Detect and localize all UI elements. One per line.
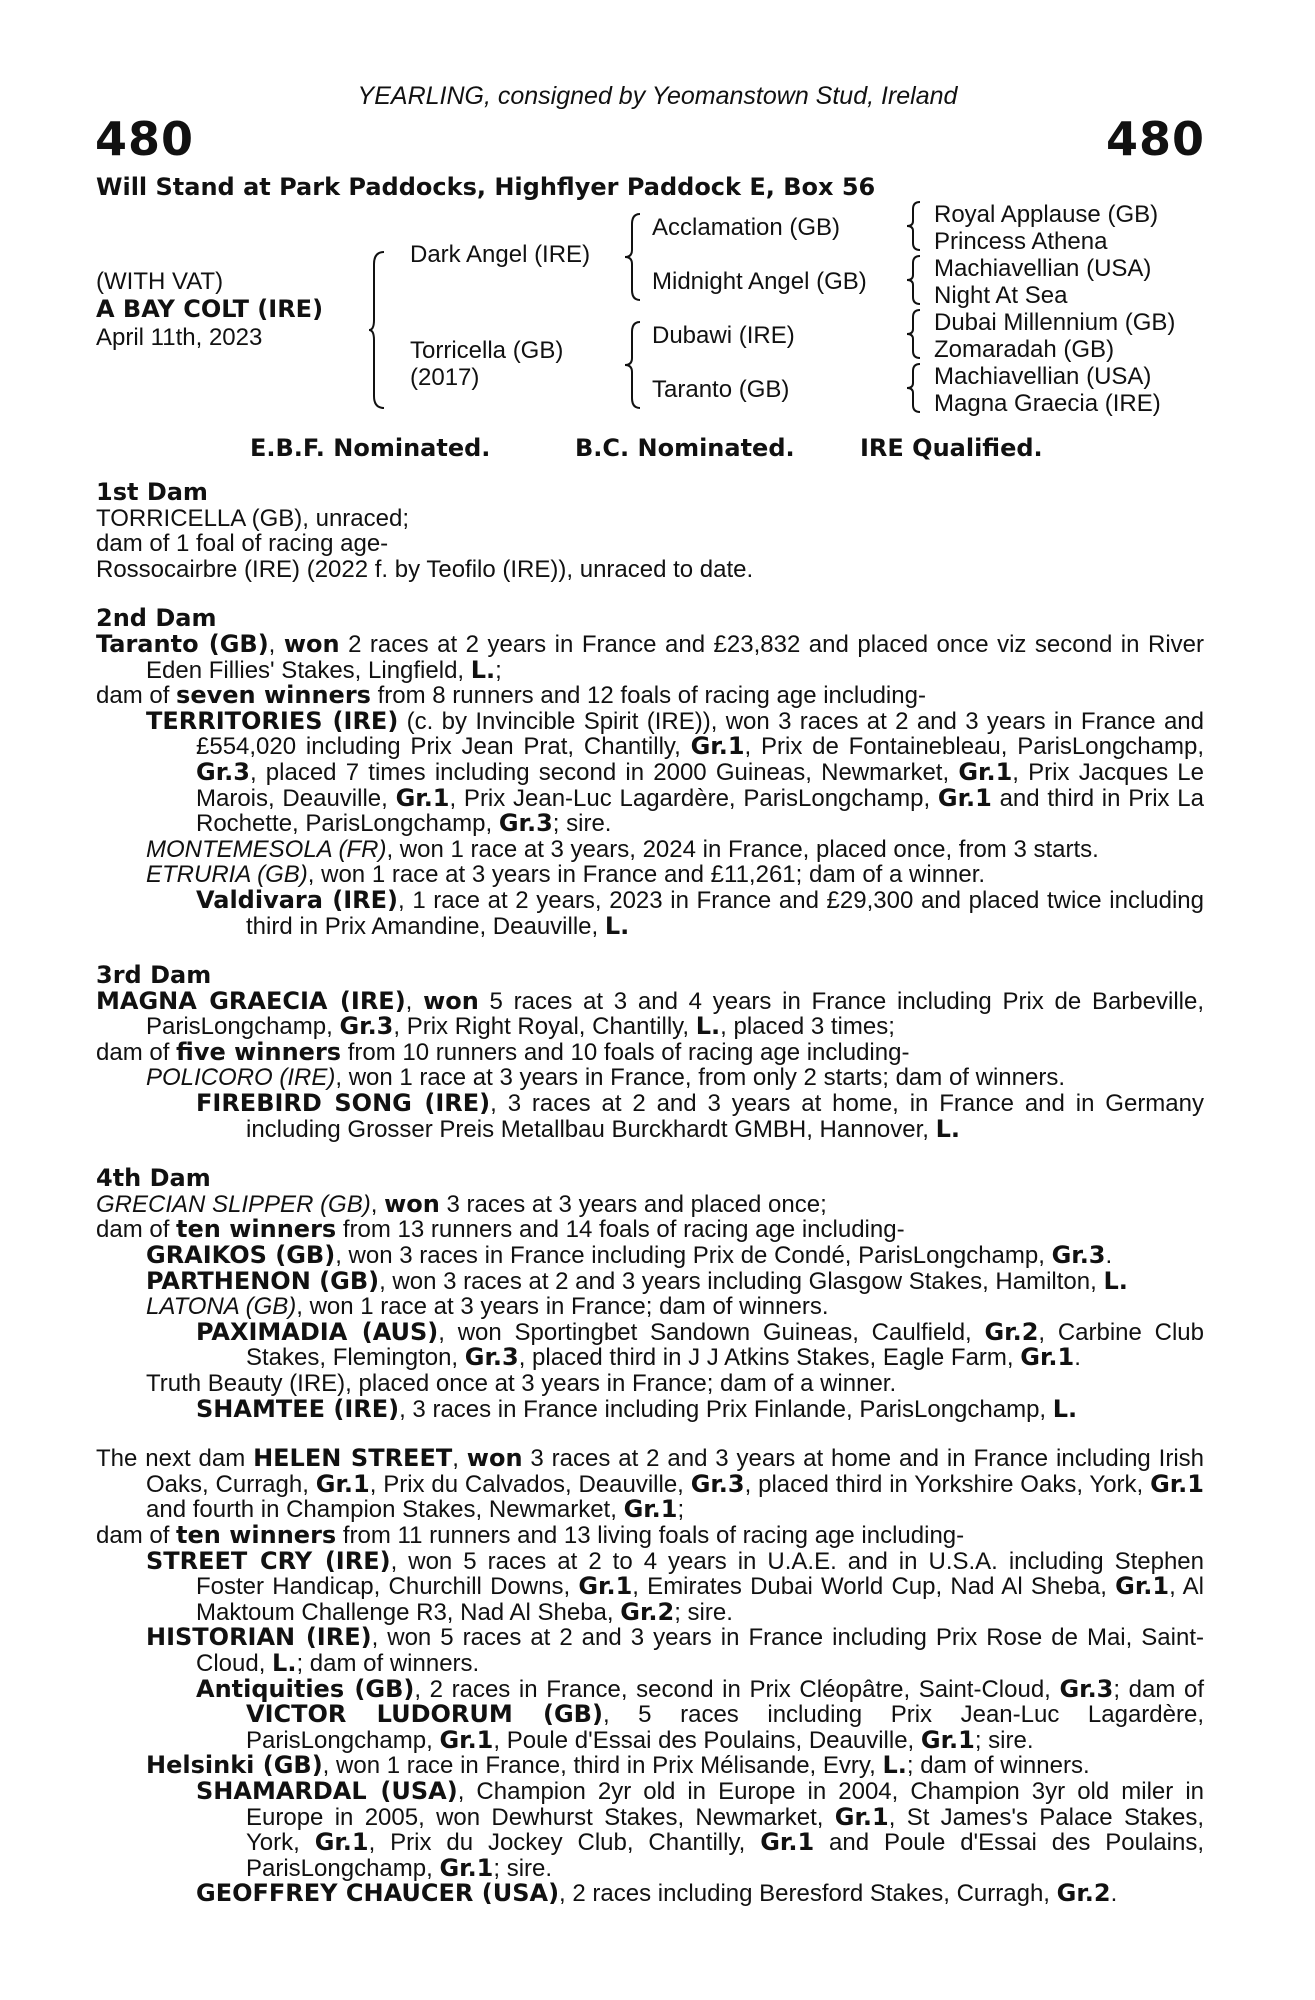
text-segment: , Prix de Fontainebleau, ParisLongchamp, [744, 733, 1204, 761]
sire-sire: Acclamation (GB) [652, 214, 841, 241]
text-segment: Gr.1 [920, 1725, 975, 1754]
text-segment: Gr.2 [1056, 1879, 1111, 1908]
text-segment: Gr.3 [1051, 1241, 1106, 1270]
dam-section [96, 480, 1204, 582]
text-segment: L. [695, 1012, 721, 1041]
vat-note: (WITH VAT) [96, 268, 224, 295]
text-segment: dam of 1 foal of racing age- [96, 530, 389, 558]
lot-number-left: 480 [95, 112, 195, 166]
pedigree-line [96, 1037, 1204, 1066]
dam-section [96, 1446, 1204, 1907]
pedigree-line [96, 1674, 1204, 1754]
text-segment: , Prix du Calvados, Deauville, [369, 1470, 691, 1498]
text-segment: VICTOR LUDORUM (GB) [246, 1700, 603, 1729]
text-segment: STREET CRY (IRE) [146, 1546, 391, 1575]
text-segment: SHAMTEE (IRE) [196, 1394, 400, 1423]
pedigree-line [96, 1189, 1204, 1218]
text-segment: , won 1 race at 3 years in France, from only 2 starts; dam of winners. [335, 1064, 1065, 1092]
text-segment: , [452, 1445, 467, 1473]
sire-sire-dam: Princess Athena [934, 228, 1108, 255]
text-segment: Gr.3 [464, 1343, 519, 1372]
text-segment: Gr.1 [315, 1469, 370, 1498]
pedigree-line [96, 531, 1204, 557]
pedigree-line [96, 1881, 1204, 1907]
text-segment: (c. by Invincible Spirit (IRE)), won 3 races at 2 and 3 years in France and £554,020 including Prix Jean Prat, Chantilly, [196, 707, 1204, 761]
text-segment: TORRICELLA (GB), unraced; [96, 504, 410, 532]
brace-g3-1 [906, 200, 924, 252]
dam-section [96, 606, 1204, 939]
text-segment: TERRITORIES (IRE) [146, 706, 399, 735]
text-segment: Taranto (GB) [96, 629, 269, 658]
text-segment: and Poule d'Essai des Poulains, ParisLongchamp, [246, 1829, 1204, 1882]
text-segment: , Champion 2yr old in Europe in 2004, Champion 3yr old miler in Europe in 2005, won Dewhurst Stakes, Newmarket, [246, 1777, 1204, 1831]
horse-name: A BAY COLT (IRE) [96, 295, 324, 323]
text-segment: 3 races at 3 years and placed once; [439, 1190, 827, 1218]
pedigree-line [96, 683, 1204, 709]
text-segment: ; dam of winners. [906, 1752, 1090, 1780]
text-segment: Rossocairbre (IRE) (2022 f. by Teofilo (IRE)), unraced to date. [96, 555, 754, 583]
dam-dam-dam: Magna Graecia (IRE) [934, 390, 1161, 417]
text-segment: , Poule d'Essai des Poulains, Deauville, [493, 1726, 921, 1754]
text-segment: LATONA (GB) [146, 1293, 297, 1321]
pedigree-line [96, 986, 1204, 1041]
ire-qualified: IRE Qualified. [860, 434, 1043, 462]
pedigree-line [96, 1394, 1204, 1423]
text-segment: FIREBIRD SONG (IRE) [196, 1089, 491, 1118]
pedigree-brace-dam [624, 320, 644, 410]
text-segment: L. [882, 1751, 907, 1780]
text-segment: from 10 runners and 10 foals of racing age including- [341, 1038, 910, 1066]
text-segment: L. [470, 655, 496, 684]
text-segment: 3 races at 2 and 3 years at home and in France including Irish Oaks, Curragh, [146, 1445, 1204, 1498]
text-segment: , [370, 1190, 385, 1218]
text-segment: , placed 7 times including second in 2000 Guineas, Newmarket, [249, 758, 959, 786]
text-segment: Valdivara (IRE) [196, 885, 399, 914]
text-segment: L. [1052, 1394, 1078, 1423]
text-segment: L. [604, 911, 630, 940]
text-segment: and fourth in Champion Stakes, Newmarket, [146, 1496, 624, 1524]
dam-section [96, 1166, 1204, 1422]
text-segment: , won Sportingbet Sandown Guineas, Caulfield, [438, 1318, 985, 1346]
text-segment: , Emirates Dubai World Cup, Nad Al Sheba, [632, 1573, 1116, 1601]
pedigree-line [96, 837, 1204, 863]
text-segment: , won 1 race at 3 years in France; dam of winners. [296, 1293, 829, 1321]
dam-sire: Dubawi (IRE) [652, 322, 795, 349]
text-segment: , placed 3 times; [720, 1013, 895, 1041]
text-segment: 5 races at 3 and 4 years in France including Prix de Barbeville, ParisLongchamp, [146, 987, 1204, 1041]
text-segment: , [405, 987, 424, 1015]
text-segment: dam of [96, 1216, 177, 1244]
pedigree-line [96, 1317, 1204, 1372]
pedigree-line [96, 1625, 1204, 1676]
pedigree-line [96, 1446, 1204, 1523]
pedigree-line [96, 557, 1204, 583]
text-segment: , won 1 race at 3 years, 2024 in France, placed once, from 3 starts. [386, 835, 1099, 863]
section-heading: 2nd Dam [96, 604, 217, 633]
text-segment: won [283, 629, 340, 658]
text-segment: GRECIAN SLIPPER (GB) [96, 1190, 371, 1218]
text-segment: Gr.1 [958, 757, 1013, 786]
text-segment: won [466, 1444, 523, 1473]
text-segment: seven winners [176, 681, 371, 710]
text-segment: Gr.1 [937, 783, 992, 812]
pedigree-line [96, 1091, 1204, 1142]
text-segment: Gr.1 [395, 783, 450, 812]
dam-sire-dam: Zomaradah (GB) [934, 336, 1115, 363]
text-segment: five winners [176, 1037, 342, 1066]
text-segment: , 2 races in France, second in Prix Cléopâtre, Saint-Cloud, [414, 1675, 1060, 1703]
dam-year: (2017) [410, 364, 480, 391]
pedigree-line [96, 629, 1204, 684]
text-segment: , 2 races including Beresford Stakes, Curragh, [559, 1880, 1057, 1908]
text-segment: L. [935, 1114, 961, 1143]
text-segment: dam of [96, 682, 177, 710]
text-segment: Antiquities (GB) [196, 1674, 415, 1703]
text-segment: ; sire. [493, 1854, 553, 1882]
text-segment: Helsinki (GB) [146, 1751, 323, 1780]
text-segment: L. [1103, 1266, 1128, 1295]
pedigree-brace-sire [624, 212, 644, 302]
sire-sire-sire: Royal Applause (GB) [934, 201, 1159, 228]
text-segment: HELEN STREET [253, 1444, 453, 1473]
text-segment: MAGNA GRAECIA (IRE) [96, 986, 406, 1015]
text-segment: Gr.1 [1150, 1469, 1204, 1498]
text-segment: . [1105, 1242, 1113, 1270]
text-segment: dam of [96, 1521, 177, 1549]
text-segment: Gr.1 [760, 1828, 815, 1857]
text-segment: ; [677, 1496, 685, 1524]
pedigree-line [96, 1371, 1204, 1397]
text-segment: Gr.1 [623, 1495, 678, 1524]
sire-dam: Midnight Angel (GB) [652, 268, 867, 295]
stand-location: Will Stand at Park Paddocks, Highflyer Paddock E, Box 56 [96, 173, 876, 201]
text-segment: , placed third in Yorkshire Oaks, York, [744, 1470, 1151, 1498]
pedigree-line [96, 1776, 1204, 1882]
text-segment: Gr.1 [690, 732, 745, 761]
pedigree-line [96, 1546, 1204, 1626]
dam-name: Torricella (GB) [410, 337, 564, 364]
text-segment: Gr.3 [690, 1469, 745, 1498]
text-segment: dam of [96, 1038, 177, 1066]
text-segment: HISTORIAN (IRE) [146, 1623, 372, 1652]
text-segment: won [384, 1189, 440, 1218]
dam-sire-sire: Dubai Millennium (GB) [934, 309, 1176, 336]
pedigree-line [96, 862, 1204, 888]
pedigree-line [96, 1217, 1204, 1243]
ebf-nominated: E.B.F. Nominated. [250, 434, 491, 462]
text-segment: , Prix Right Royal, Chantilly, [393, 1013, 696, 1041]
text-segment: 2 races at 2 years in France and £23,832 and placed once viz second in River Eden Fillies' Stakes, Lingfield, [146, 630, 1204, 684]
pedigree-line [96, 1243, 1204, 1269]
text-segment: POLICORO (IRE) [146, 1064, 336, 1092]
pedigree-line [96, 885, 1205, 940]
text-segment: ; sire. [552, 810, 612, 838]
pedigree-line [96, 706, 1205, 838]
bc-nominated: B.C. Nominated. [575, 434, 795, 462]
text-segment: , [268, 630, 284, 658]
text-segment: Gr.3 [339, 1012, 394, 1041]
text-segment: ; dam of [1113, 1675, 1204, 1703]
text-segment: , won 5 races at 2 to 4 years in U.A.E. and in U.S.A. including Stephen Foster Handicap, Churchill Downs, [196, 1547, 1204, 1601]
text-segment: from 13 runners and 14 foals of racing age including- [336, 1216, 905, 1244]
dam-section [96, 963, 1204, 1142]
text-segment: Truth Beauty (IRE), placed once at 3 years in France; dam of a winner. [146, 1370, 897, 1397]
text-segment: ETRURIA (GB) [146, 861, 308, 889]
section-heading: 4th Dam [96, 1164, 211, 1193]
text-segment: and third in Prix La Rochette, ParisLongchamp, [196, 784, 1205, 838]
text-segment: ; sire. [674, 1598, 733, 1626]
sire-dam-sire: Machiavellian (USA) [934, 255, 1152, 282]
text-segment: , won 3 races in France including Prix de Condé, ParisLongchamp, [335, 1242, 1052, 1270]
text-segment: , 1 race at 2 years, 2023 in France and £29,300 and placed twice including third in Prix Amandine, Deauville, [246, 886, 1205, 940]
text-segment: Gr.1 [1020, 1343, 1075, 1372]
text-segment: , placed third in J J Atkins Stakes, Eagle Farm, [518, 1344, 1021, 1372]
pedigree-line [96, 1520, 1204, 1549]
text-segment: from 11 runners and 13 living foals of racing age including- [336, 1521, 965, 1549]
consignor-subtitle: YEARLING, consigned by Yeomanstown Stud, Ireland [357, 82, 958, 110]
text-segment: won [423, 986, 479, 1015]
text-segment: , won 1 race at 3 years in France and £11,261; dam of a winner. [307, 861, 986, 889]
pedigree-line [96, 1065, 1204, 1091]
text-segment: . [1074, 1344, 1081, 1372]
pedigree-line [96, 506, 1204, 532]
section-heading: 1st Dam [96, 478, 208, 506]
text-segment: Gr.3 [1059, 1674, 1114, 1703]
text-segment: PARTHENON (GB) [146, 1266, 380, 1295]
text-segment: , St James's Palace Stakes, York, [246, 1803, 1204, 1857]
pedigree-notes [96, 480, 1204, 1931]
text-segment: MONTEMESOLA (FR) [146, 835, 387, 863]
text-segment: , won 5 races at 2 and 3 years in France including Prix Rose de Mai, Saint-Cloud, [196, 1624, 1204, 1677]
pedigree-brace-main [368, 250, 388, 410]
text-segment: Gr.1 [834, 1802, 889, 1831]
text-segment: . [1110, 1880, 1118, 1908]
text-segment: ten winners [176, 1215, 337, 1244]
text-segment: Gr.1 [439, 1725, 494, 1754]
text-segment: ; sire. [974, 1726, 1034, 1754]
text-segment: ; [495, 656, 502, 684]
text-segment: Gr.1 [578, 1572, 633, 1601]
text-segment: , Prix Jean-Luc Lagardère, ParisLongchamp, [449, 784, 938, 812]
brace-g3-2 [906, 254, 924, 306]
dam-dam-sire: Machiavellian (USA) [934, 363, 1152, 390]
text-segment: , Prix Jacques Le Marois, Deauville, [196, 758, 1204, 812]
text-segment: , Prix du Jockey Club, Chantilly, [368, 1829, 761, 1857]
text-segment: Gr.2 [620, 1597, 675, 1626]
text-segment: Gr.3 [498, 809, 553, 838]
brace-g3-4 [906, 362, 924, 414]
pedigree-line [96, 1294, 1204, 1320]
text-segment: ; dam of winners. [296, 1649, 480, 1677]
text-segment: Gr.1 [314, 1828, 369, 1857]
text-segment: , won 3 races at 2 and 3 years including Glasgow Stakes, Hamilton, [379, 1267, 1104, 1295]
text-segment: PAXIMADIA (AUS) [196, 1317, 439, 1346]
text-segment: L. [272, 1648, 297, 1677]
pedigree-line [96, 1753, 1204, 1779]
text-segment: GRAIKOS (GB) [146, 1241, 336, 1270]
text-segment: Gr.1 [439, 1853, 494, 1882]
horse-dob: April 11th, 2023 [96, 324, 263, 351]
lot-number-right: 480 [1105, 112, 1205, 166]
text-segment: ten winners [176, 1520, 337, 1549]
sire-dam-dam: Night At Sea [934, 282, 1068, 309]
text-segment: GEOFFREY CHAUCER (USA) [196, 1879, 560, 1908]
text-segment: Gr.1 [1115, 1572, 1170, 1601]
pedigree-line [96, 1266, 1204, 1295]
brace-g3-3 [906, 308, 924, 360]
text-segment: SHAMARDAL (USA) [196, 1776, 458, 1805]
text-segment: , Carbine Club Stakes, Flemington, [246, 1318, 1204, 1372]
text-segment: The next dam [96, 1445, 254, 1473]
text-segment: Gr.2 [984, 1317, 1039, 1346]
text-segment: from 8 runners and 12 foals of racing age including- [370, 682, 926, 710]
text-segment: , 5 races including Prix Jean-Luc Lagardère, ParisLongchamp, [246, 1701, 1204, 1754]
text-segment: Gr.3 [196, 757, 250, 786]
text-segment: , won 1 race in France, third in Prix Mélisande, Evry, [322, 1752, 883, 1780]
text-segment: , Al Maktoum Challenge R3, Nad Al Sheba, [196, 1573, 1204, 1626]
section-heading: 3rd Dam [96, 961, 212, 990]
dam-dam: Taranto (GB) [652, 376, 790, 403]
sire-name: Dark Angel (IRE) [410, 241, 591, 268]
text-segment: , 3 races in France including Prix Finlande, ParisLongchamp, [399, 1395, 1053, 1423]
text-segment: , 3 races at 2 and 3 years at home, in France and in Germany including Grosser Preis Metallbau Burckhardt GMBH, Hannover, [246, 1090, 1204, 1143]
